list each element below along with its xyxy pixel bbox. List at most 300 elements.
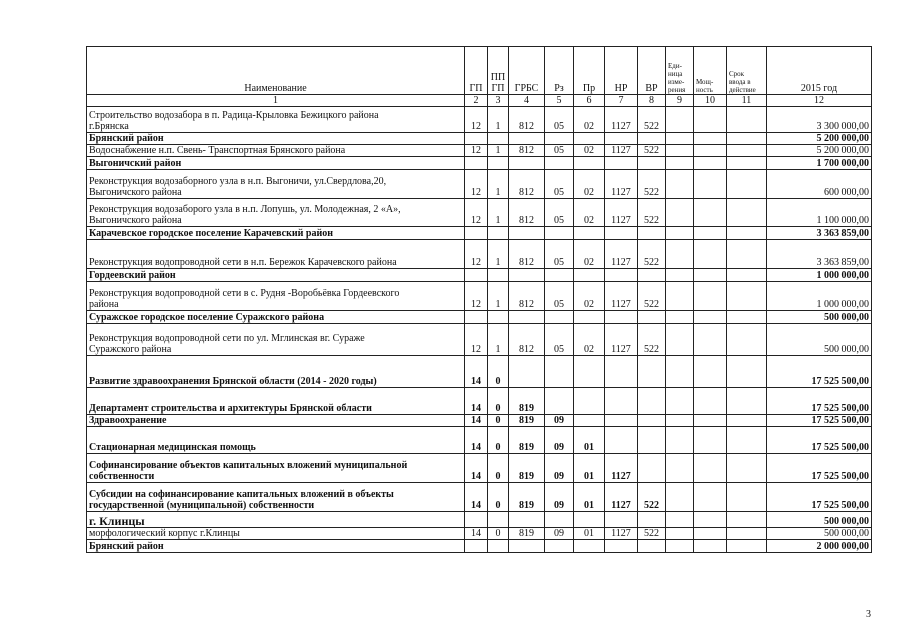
- cell-pr: 02: [574, 240, 605, 269]
- row-name: Департамент строительства и архитектуры Брянской области: [87, 388, 465, 415]
- cell-pp: 1: [488, 170, 509, 199]
- cell-amount: 17 525 500,00: [767, 454, 872, 483]
- cell-nr: [605, 415, 638, 427]
- row-name: Здравоохранение: [87, 415, 465, 427]
- cell-amount: 600 000,00: [767, 170, 872, 199]
- cell-amount: 500 000,00: [767, 311, 872, 324]
- table-section-row: [87, 483, 872, 512]
- cell-gp: [465, 227, 488, 240]
- cell-gp: [465, 133, 488, 145]
- row-name: Реконструкция водопроводной сети в с. Рудня -Воробьёвка Гордеевского района: [87, 282, 465, 311]
- budget-table: [86, 46, 872, 553]
- table-row: [87, 170, 872, 199]
- cell-empty: [694, 269, 727, 282]
- cell-pp: [488, 133, 509, 145]
- cell-grbs: 819: [509, 528, 545, 540]
- header-nr: НР: [605, 47, 638, 95]
- row-name: г. Клинцы: [87, 512, 465, 528]
- cell-nr: 1127: [605, 454, 638, 483]
- cell-empty: [727, 282, 767, 311]
- cell-empty: [666, 282, 694, 311]
- cell-rz: 09: [545, 454, 574, 483]
- col-num: 3: [488, 95, 509, 107]
- table-row: [87, 324, 872, 356]
- cell-vr: 522: [638, 170, 666, 199]
- cell-empty: [666, 107, 694, 133]
- cell-empty: [666, 454, 694, 483]
- cell-grbs: 819: [509, 427, 545, 454]
- cell-nr: 1127: [605, 240, 638, 269]
- cell-rz: 05: [545, 107, 574, 133]
- cell-rz: 09: [545, 427, 574, 454]
- cell-pp: 0: [488, 427, 509, 454]
- cell-pr: [574, 356, 605, 388]
- cell-vr: 522: [638, 483, 666, 512]
- cell-pp: 1: [488, 282, 509, 311]
- header-year: 2015 год: [767, 47, 872, 95]
- cell-vr: 522: [638, 528, 666, 540]
- header-term: Срок ввода в действие: [727, 47, 767, 95]
- cell-empty: [727, 528, 767, 540]
- cell-pr: 01: [574, 528, 605, 540]
- cell-empty: [694, 427, 727, 454]
- row-name: Брянский район: [87, 540, 465, 553]
- cell-pp: 1: [488, 145, 509, 157]
- cell-nr: [605, 356, 638, 388]
- cell-grbs: 819: [509, 415, 545, 427]
- cell-amount: 5 200 000,00: [767, 133, 872, 145]
- cell-rz: [545, 356, 574, 388]
- row-name: Суражское городское поселение Суражского района: [87, 311, 465, 324]
- cell-grbs: [509, 540, 545, 553]
- cell-gp: 14: [465, 415, 488, 427]
- cell-empty: [694, 227, 727, 240]
- table-section-row: [87, 269, 872, 282]
- cell-pp: [488, 540, 509, 553]
- cell-amount: 1 100 000,00: [767, 199, 872, 227]
- row-name: Стационарная медицинская помощь: [87, 427, 465, 454]
- cell-vr: [638, 133, 666, 145]
- cell-empty: [666, 199, 694, 227]
- cell-empty: [727, 388, 767, 415]
- cell-rz: [545, 388, 574, 415]
- cell-pr: [574, 311, 605, 324]
- cell-vr: [638, 227, 666, 240]
- cell-pp: [488, 269, 509, 282]
- cell-rz: 09: [545, 483, 574, 512]
- cell-pr: [574, 269, 605, 282]
- cell-empty: [694, 512, 727, 528]
- cell-pr: [574, 512, 605, 528]
- cell-rz: [545, 269, 574, 282]
- cell-empty: [666, 356, 694, 388]
- cell-grbs: 812: [509, 170, 545, 199]
- col-num: 7: [605, 95, 638, 107]
- col-num: 12: [767, 95, 872, 107]
- cell-empty: [727, 145, 767, 157]
- row-name: Развитие здравоохранения Брянской области (2014 - 2020 годы): [87, 356, 465, 388]
- cell-amount: 17 525 500,00: [767, 415, 872, 427]
- cell-nr: 1127: [605, 170, 638, 199]
- cell-gp: 14: [465, 427, 488, 454]
- cell-gp: 12: [465, 282, 488, 311]
- cell-empty: [694, 415, 727, 427]
- cell-rz: 09: [545, 528, 574, 540]
- cell-vr: [638, 415, 666, 427]
- header-rz: Рз: [545, 47, 574, 95]
- header-grbs: ГРБС: [509, 47, 545, 95]
- table-section-row: [87, 133, 872, 145]
- cell-pr: [574, 388, 605, 415]
- cell-amount: 17 525 500,00: [767, 483, 872, 512]
- cell-rz: 09: [545, 415, 574, 427]
- table-section-row: [87, 311, 872, 324]
- cell-grbs: 819: [509, 454, 545, 483]
- cell-empty: [694, 540, 727, 553]
- cell-amount: 2 000 000,00: [767, 540, 872, 553]
- cell-gp: 14: [465, 483, 488, 512]
- cell-pp: [488, 512, 509, 528]
- header-power: Мощ- ность: [694, 47, 727, 95]
- cell-empty: [727, 311, 767, 324]
- cell-gp: [465, 311, 488, 324]
- cell-amount: 17 525 500,00: [767, 356, 872, 388]
- cell-empty: [666, 145, 694, 157]
- cell-empty: [694, 356, 727, 388]
- cell-gp: 12: [465, 145, 488, 157]
- cell-grbs: 812: [509, 282, 545, 311]
- cell-empty: [666, 311, 694, 324]
- row-name: Строительство водозабора в п. Радица-Крыловка Бежицкого района г.Брянска: [87, 107, 465, 133]
- cell-empty: [694, 483, 727, 512]
- col-num: 1: [87, 95, 465, 107]
- cell-empty: [666, 157, 694, 170]
- cell-nr: [605, 311, 638, 324]
- cell-pr: 02: [574, 170, 605, 199]
- cell-gp: 14: [465, 454, 488, 483]
- cell-empty: [666, 427, 694, 454]
- cell-pr: 01: [574, 454, 605, 483]
- cell-vr: 522: [638, 324, 666, 356]
- cell-empty: [666, 324, 694, 356]
- cell-vr: [638, 454, 666, 483]
- cell-gp: [465, 157, 488, 170]
- cell-nr: [605, 512, 638, 528]
- cell-vr: [638, 269, 666, 282]
- cell-nr: 1127: [605, 483, 638, 512]
- table-row: [87, 145, 872, 157]
- header-vr: ВР: [638, 47, 666, 95]
- cell-rz: 05: [545, 145, 574, 157]
- cell-empty: [694, 170, 727, 199]
- cell-rz: [545, 311, 574, 324]
- cell-empty: [666, 512, 694, 528]
- cell-vr: [638, 157, 666, 170]
- cell-pr: 02: [574, 107, 605, 133]
- cell-empty: [694, 240, 727, 269]
- cell-rz: [545, 540, 574, 553]
- cell-empty: [727, 133, 767, 145]
- cell-empty: [727, 415, 767, 427]
- cell-empty: [666, 170, 694, 199]
- cell-grbs: [509, 311, 545, 324]
- header-row: [87, 47, 872, 95]
- cell-nr: 1127: [605, 324, 638, 356]
- table-section-row: [87, 227, 872, 240]
- cell-empty: [694, 454, 727, 483]
- row-name: Реконструкция водозаборного узла в н.п. Выгоничи, ул.Свердлова,20, Выгоничского района: [87, 170, 465, 199]
- cell-empty: [727, 227, 767, 240]
- cell-rz: 05: [545, 240, 574, 269]
- cell-nr: 1127: [605, 528, 638, 540]
- cell-grbs: [509, 227, 545, 240]
- cell-rz: [545, 157, 574, 170]
- cell-empty: [694, 133, 727, 145]
- col-num: 6: [574, 95, 605, 107]
- cell-amount: 500 000,00: [767, 528, 872, 540]
- cell-pp: 1: [488, 240, 509, 269]
- cell-empty: [666, 227, 694, 240]
- cell-amount: 17 525 500,00: [767, 388, 872, 415]
- row-name: Реконструкция водозаборого узла в н.п. Лопушь, ул. Молодежная, 2 «А», Выгоничского района: [87, 199, 465, 227]
- cell-pr: 02: [574, 324, 605, 356]
- cell-vr: [638, 311, 666, 324]
- cell-empty: [727, 512, 767, 528]
- cell-grbs: 812: [509, 107, 545, 133]
- cell-pp: 1: [488, 107, 509, 133]
- col-num: 2: [465, 95, 488, 107]
- col-num: 4: [509, 95, 545, 107]
- page-number: 3: [866, 609, 871, 620]
- table-section-row: [87, 415, 872, 427]
- cell-vr: [638, 540, 666, 553]
- table-row: [87, 282, 872, 311]
- cell-nr: [605, 227, 638, 240]
- cell-grbs: 819: [509, 388, 545, 415]
- cell-vr: 522: [638, 145, 666, 157]
- cell-empty: [666, 528, 694, 540]
- cell-gp: 12: [465, 324, 488, 356]
- cell-grbs: [509, 133, 545, 145]
- table-row: [87, 240, 872, 269]
- table-section-row: [87, 512, 872, 528]
- cell-pr: 01: [574, 483, 605, 512]
- table-section-row: [87, 157, 872, 170]
- cell-empty: [666, 540, 694, 553]
- cell-pr: [574, 227, 605, 240]
- cell-gp: 12: [465, 107, 488, 133]
- cell-grbs: [509, 157, 545, 170]
- cell-pr: [574, 415, 605, 427]
- cell-gp: 12: [465, 199, 488, 227]
- cell-gp: 14: [465, 388, 488, 415]
- cell-pr: 02: [574, 145, 605, 157]
- cell-empty: [666, 269, 694, 282]
- cell-pr: 01: [574, 427, 605, 454]
- cell-vr: 522: [638, 199, 666, 227]
- cell-pp: 1: [488, 324, 509, 356]
- cell-empty: [694, 199, 727, 227]
- cell-grbs: [509, 356, 545, 388]
- cell-nr: 1127: [605, 107, 638, 133]
- cell-pr: [574, 133, 605, 145]
- cell-pp: 0: [488, 388, 509, 415]
- cell-empty: [727, 427, 767, 454]
- cell-amount: 3 363 859,00: [767, 240, 872, 269]
- cell-vr: 522: [638, 107, 666, 133]
- cell-pp: 0: [488, 454, 509, 483]
- cell-pr: [574, 540, 605, 553]
- col-num: 11: [727, 95, 767, 107]
- col-num: 8: [638, 95, 666, 107]
- cell-empty: [694, 157, 727, 170]
- cell-rz: [545, 133, 574, 145]
- header-pr: Пр: [574, 47, 605, 95]
- cell-gp: 12: [465, 170, 488, 199]
- row-name: Реконструкция водопроводной сети в н.п. Бережок Карачевского района: [87, 240, 465, 269]
- cell-nr: [605, 540, 638, 553]
- cell-empty: [727, 199, 767, 227]
- cell-gp: 14: [465, 356, 488, 388]
- cell-amount: 17 525 500,00: [767, 427, 872, 454]
- cell-empty: [694, 107, 727, 133]
- cell-pp: [488, 227, 509, 240]
- cell-gp: 14: [465, 528, 488, 540]
- header-unit: Еди- ница изме- рения: [666, 47, 694, 95]
- col-num: 9: [666, 95, 694, 107]
- cell-vr: [638, 388, 666, 415]
- cell-rz: 05: [545, 282, 574, 311]
- cell-grbs: 812: [509, 145, 545, 157]
- cell-nr: 1127: [605, 199, 638, 227]
- cell-empty: [666, 388, 694, 415]
- cell-gp: [465, 540, 488, 553]
- cell-empty: [694, 145, 727, 157]
- cell-vr: 522: [638, 282, 666, 311]
- row-name: Водоснабжение н.п. Свень- Транспортная Брянского района: [87, 145, 465, 157]
- cell-empty: [727, 483, 767, 512]
- cell-vr: [638, 427, 666, 454]
- cell-empty: [694, 388, 727, 415]
- row-name: Реконструкция водопроводной сети по ул. Мглинская вг. Сураже Суражского района: [87, 324, 465, 356]
- column-number-row: [87, 95, 872, 107]
- row-name: Субсидии на софинансирование капитальных вложений в объекты государственной (муниципальной) собственности: [87, 483, 465, 512]
- cell-gp: 12: [465, 240, 488, 269]
- cell-grbs: 812: [509, 324, 545, 356]
- table-section-row: [87, 388, 872, 415]
- row-name: морфологический корпус г.Клинцы: [87, 528, 465, 540]
- header-ppgp: ПП ГП: [488, 47, 509, 95]
- cell-pr: [574, 157, 605, 170]
- cell-nr: [605, 427, 638, 454]
- cell-empty: [727, 356, 767, 388]
- cell-nr: [605, 157, 638, 170]
- cell-empty: [694, 324, 727, 356]
- cell-pr: 02: [574, 282, 605, 311]
- table-row: [87, 199, 872, 227]
- cell-grbs: 812: [509, 199, 545, 227]
- cell-amount: 3 363 859,00: [767, 227, 872, 240]
- cell-empty: [666, 133, 694, 145]
- cell-amount: 500 000,00: [767, 512, 872, 528]
- table-row: [87, 107, 872, 133]
- cell-vr: [638, 512, 666, 528]
- cell-empty: [666, 415, 694, 427]
- cell-empty: [727, 107, 767, 133]
- cell-rz: 05: [545, 324, 574, 356]
- cell-pp: 0: [488, 356, 509, 388]
- cell-empty: [666, 483, 694, 512]
- cell-empty: [727, 157, 767, 170]
- row-name: Карачевское городское поселение Карачевский район: [87, 227, 465, 240]
- cell-nr: 1127: [605, 145, 638, 157]
- cell-amount: 5 200 000,00: [767, 145, 872, 157]
- row-name: Выгоничский район: [87, 157, 465, 170]
- cell-pr: 02: [574, 199, 605, 227]
- cell-amount: 3 300 000,00: [767, 107, 872, 133]
- cell-nr: [605, 269, 638, 282]
- cell-empty: [727, 454, 767, 483]
- cell-rz: 05: [545, 170, 574, 199]
- cell-empty: [727, 540, 767, 553]
- cell-amount: 1 000 000,00: [767, 282, 872, 311]
- cell-nr: 1127: [605, 282, 638, 311]
- cell-empty: [666, 240, 694, 269]
- cell-empty: [727, 170, 767, 199]
- cell-vr: 522: [638, 240, 666, 269]
- table-row: [87, 528, 872, 540]
- cell-pp: [488, 157, 509, 170]
- table-section-row: [87, 427, 872, 454]
- cell-amount: 1 700 000,00: [767, 157, 872, 170]
- cell-pp: 1: [488, 199, 509, 227]
- cell-empty: [727, 240, 767, 269]
- cell-pp: 0: [488, 528, 509, 540]
- cell-rz: [545, 227, 574, 240]
- cell-grbs: 812: [509, 240, 545, 269]
- header-name: Наименование: [87, 47, 465, 95]
- cell-amount: 500 000,00: [767, 324, 872, 356]
- cell-vr: [638, 356, 666, 388]
- cell-pp: 0: [488, 415, 509, 427]
- cell-gp: [465, 269, 488, 282]
- cell-grbs: [509, 269, 545, 282]
- cell-rz: 05: [545, 199, 574, 227]
- cell-rz: [545, 512, 574, 528]
- cell-empty: [694, 311, 727, 324]
- table-section-row: [87, 454, 872, 483]
- cell-grbs: 819: [509, 483, 545, 512]
- cell-nr: [605, 388, 638, 415]
- header-gp: ГП: [465, 47, 488, 95]
- col-num: 5: [545, 95, 574, 107]
- cell-empty: [727, 269, 767, 282]
- cell-empty: [694, 528, 727, 540]
- cell-pp: 0: [488, 483, 509, 512]
- cell-pp: [488, 311, 509, 324]
- row-name: Софинансирование объектов капитальных вложений муниципальной собственности: [87, 454, 465, 483]
- cell-nr: [605, 133, 638, 145]
- cell-empty: [694, 282, 727, 311]
- col-num: 10: [694, 95, 727, 107]
- row-name: Гордеевский район: [87, 269, 465, 282]
- cell-empty: [727, 324, 767, 356]
- row-name: Брянский район: [87, 133, 465, 145]
- table-section-row: [87, 356, 872, 388]
- cell-gp: [465, 512, 488, 528]
- cell-amount: 1 000 000,00: [767, 269, 872, 282]
- table-section-row: [87, 540, 872, 553]
